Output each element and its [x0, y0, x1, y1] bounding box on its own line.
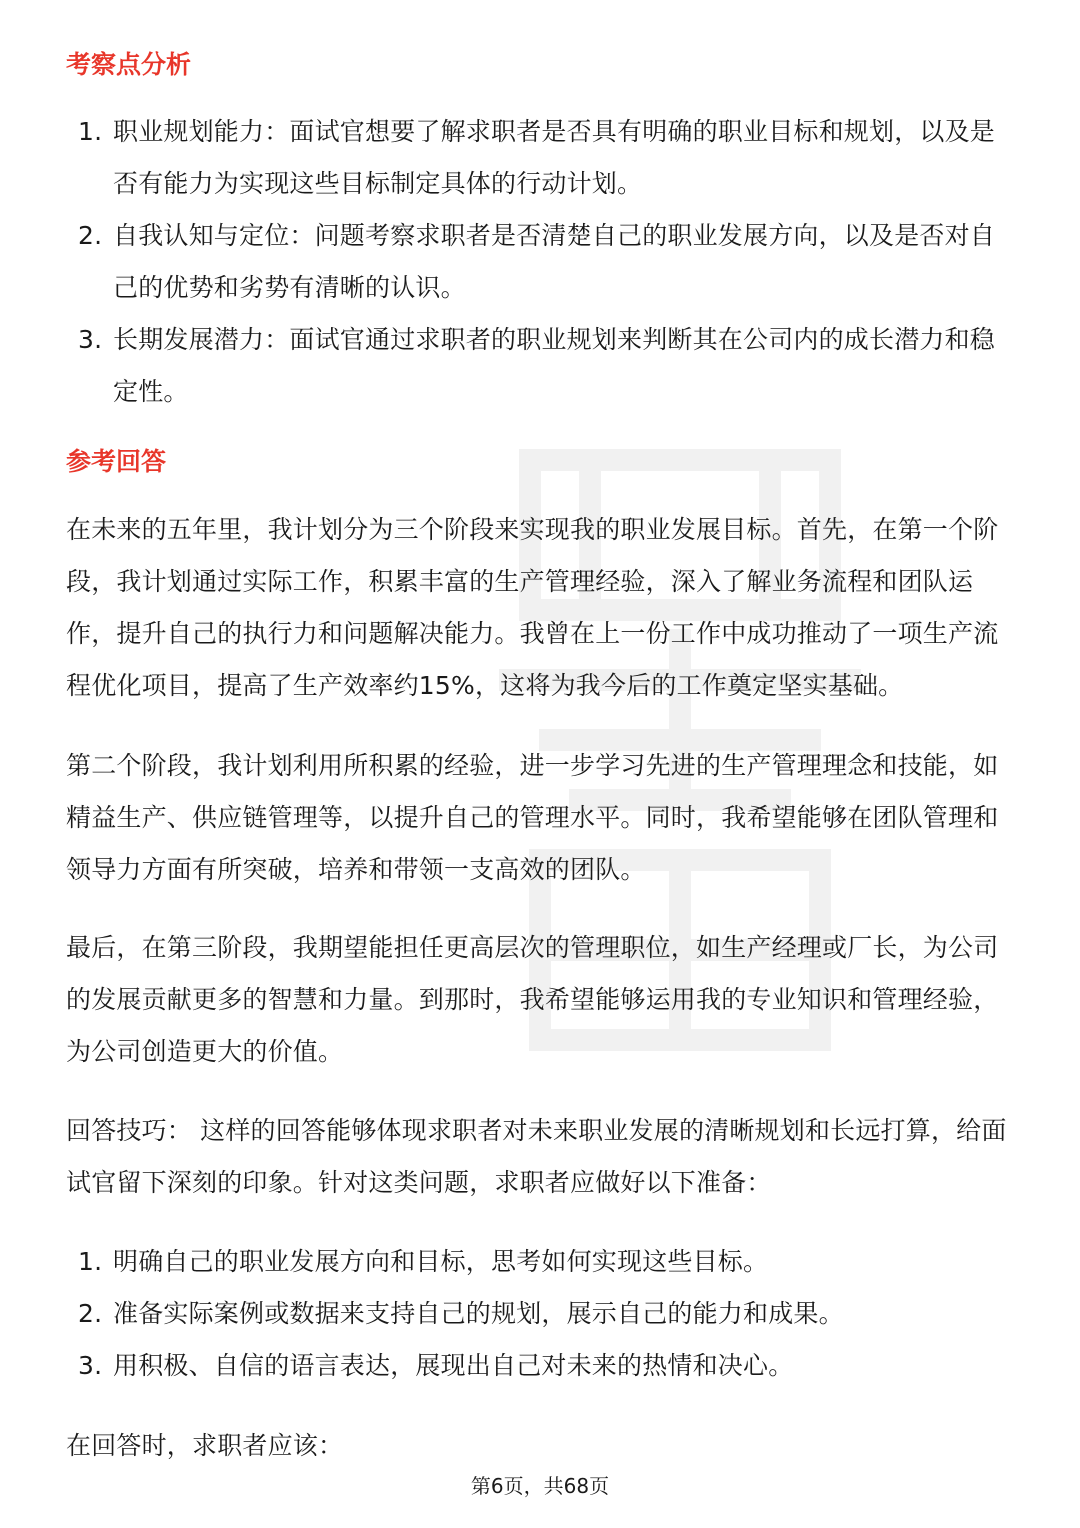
list-item-text: 用积极、自信的语言表达，展现出自己对未来的热情和决心。 — [113, 1351, 794, 1380]
answer-tips-paragraph: 回答技巧： 这样的回答能够体现求职者对未来职业发展的清晰规划和长远打算，给面试官留下深刻的印象。针对这类问题，求职者应做好以下准备： — [66, 1116, 1007, 1197]
list-number: 1. — [78, 117, 103, 146]
section-heading-reference-answer: 参考回答 — [66, 447, 167, 476]
list-number: 1. — [78, 1247, 103, 1276]
section-heading-analysis: 考察点分析 — [66, 50, 192, 79]
list-number: 3. — [78, 325, 103, 354]
list-item — [66, 106, 1016, 210]
closing-line: 在回答时，求职者应该： — [66, 1431, 344, 1460]
list-item — [66, 210, 1016, 314]
answer-paragraph-3: 最后，在第三阶段，我期望能担任更高层次的管理职位，如生产经理或厂长，为公司的发展贡献更多的智慧和力量。到那时，我希望能够运用我的专业知识和管理经验，为公司创造更大的价值。 — [66, 933, 999, 1066]
list-item — [66, 1340, 1016, 1392]
list-item-text: 自我认知与定位：问题考察求职者是否清楚自己的职业发展方向，以及是否对自己的优势和劣势有清晰的认识。 — [113, 221, 996, 302]
page-number: 第6页，共68页 — [470, 1474, 610, 1498]
list-number: 2. — [78, 1299, 103, 1328]
list-item — [66, 1236, 1016, 1288]
list-item-text: 准备实际案例或数据来支持自己的规划，展示自己的能力和成果。 — [113, 1299, 844, 1328]
list-item-text: 职业规划能力：面试官想要了解求职者是否具有明确的职业目标和规划，以及是否有能力为实现这些目标制定具体的行动计划。 — [113, 117, 996, 198]
list-item — [66, 1288, 1016, 1340]
answer-paragraph-2: 第二个阶段，我计划利用所积累的经验，进一步学习先进的生产管理理念和技能，如精益生产、供应链管理等，以提升自己的管理水平。同时，我希望能够在团队管理和领导力方面有所突破，培养和带领一支高效的团队。 — [66, 751, 999, 884]
analysis-list — [66, 106, 1016, 418]
list-item-text: 明确自己的职业发展方向和目标，思考如何实现这些目标。 — [113, 1247, 769, 1276]
answer-paragraph-1: 在未来的五年里，我计划分为三个阶段来实现我的职业发展目标。首先，在第一个阶段，我计划通过实际工作，积累丰富的生产管理经验，深入了解业务流程和团队运作，提升自己的执行力和问题解决能力。我曾在上一份工作中成功推动了一项生产流程优化项目，提高了生产效率约15%，这将为我今后的工作奠定坚实基础。 — [66, 515, 999, 700]
list-number: 2. — [78, 221, 103, 250]
list-item-text: 长期发展潜力：面试官通过求职者的职业规划来判断其在公司内的成长潜力和稳定性。 — [113, 325, 996, 406]
list-number: 3. — [78, 1351, 103, 1380]
tips-list — [66, 1236, 1016, 1392]
list-item — [66, 314, 1016, 418]
